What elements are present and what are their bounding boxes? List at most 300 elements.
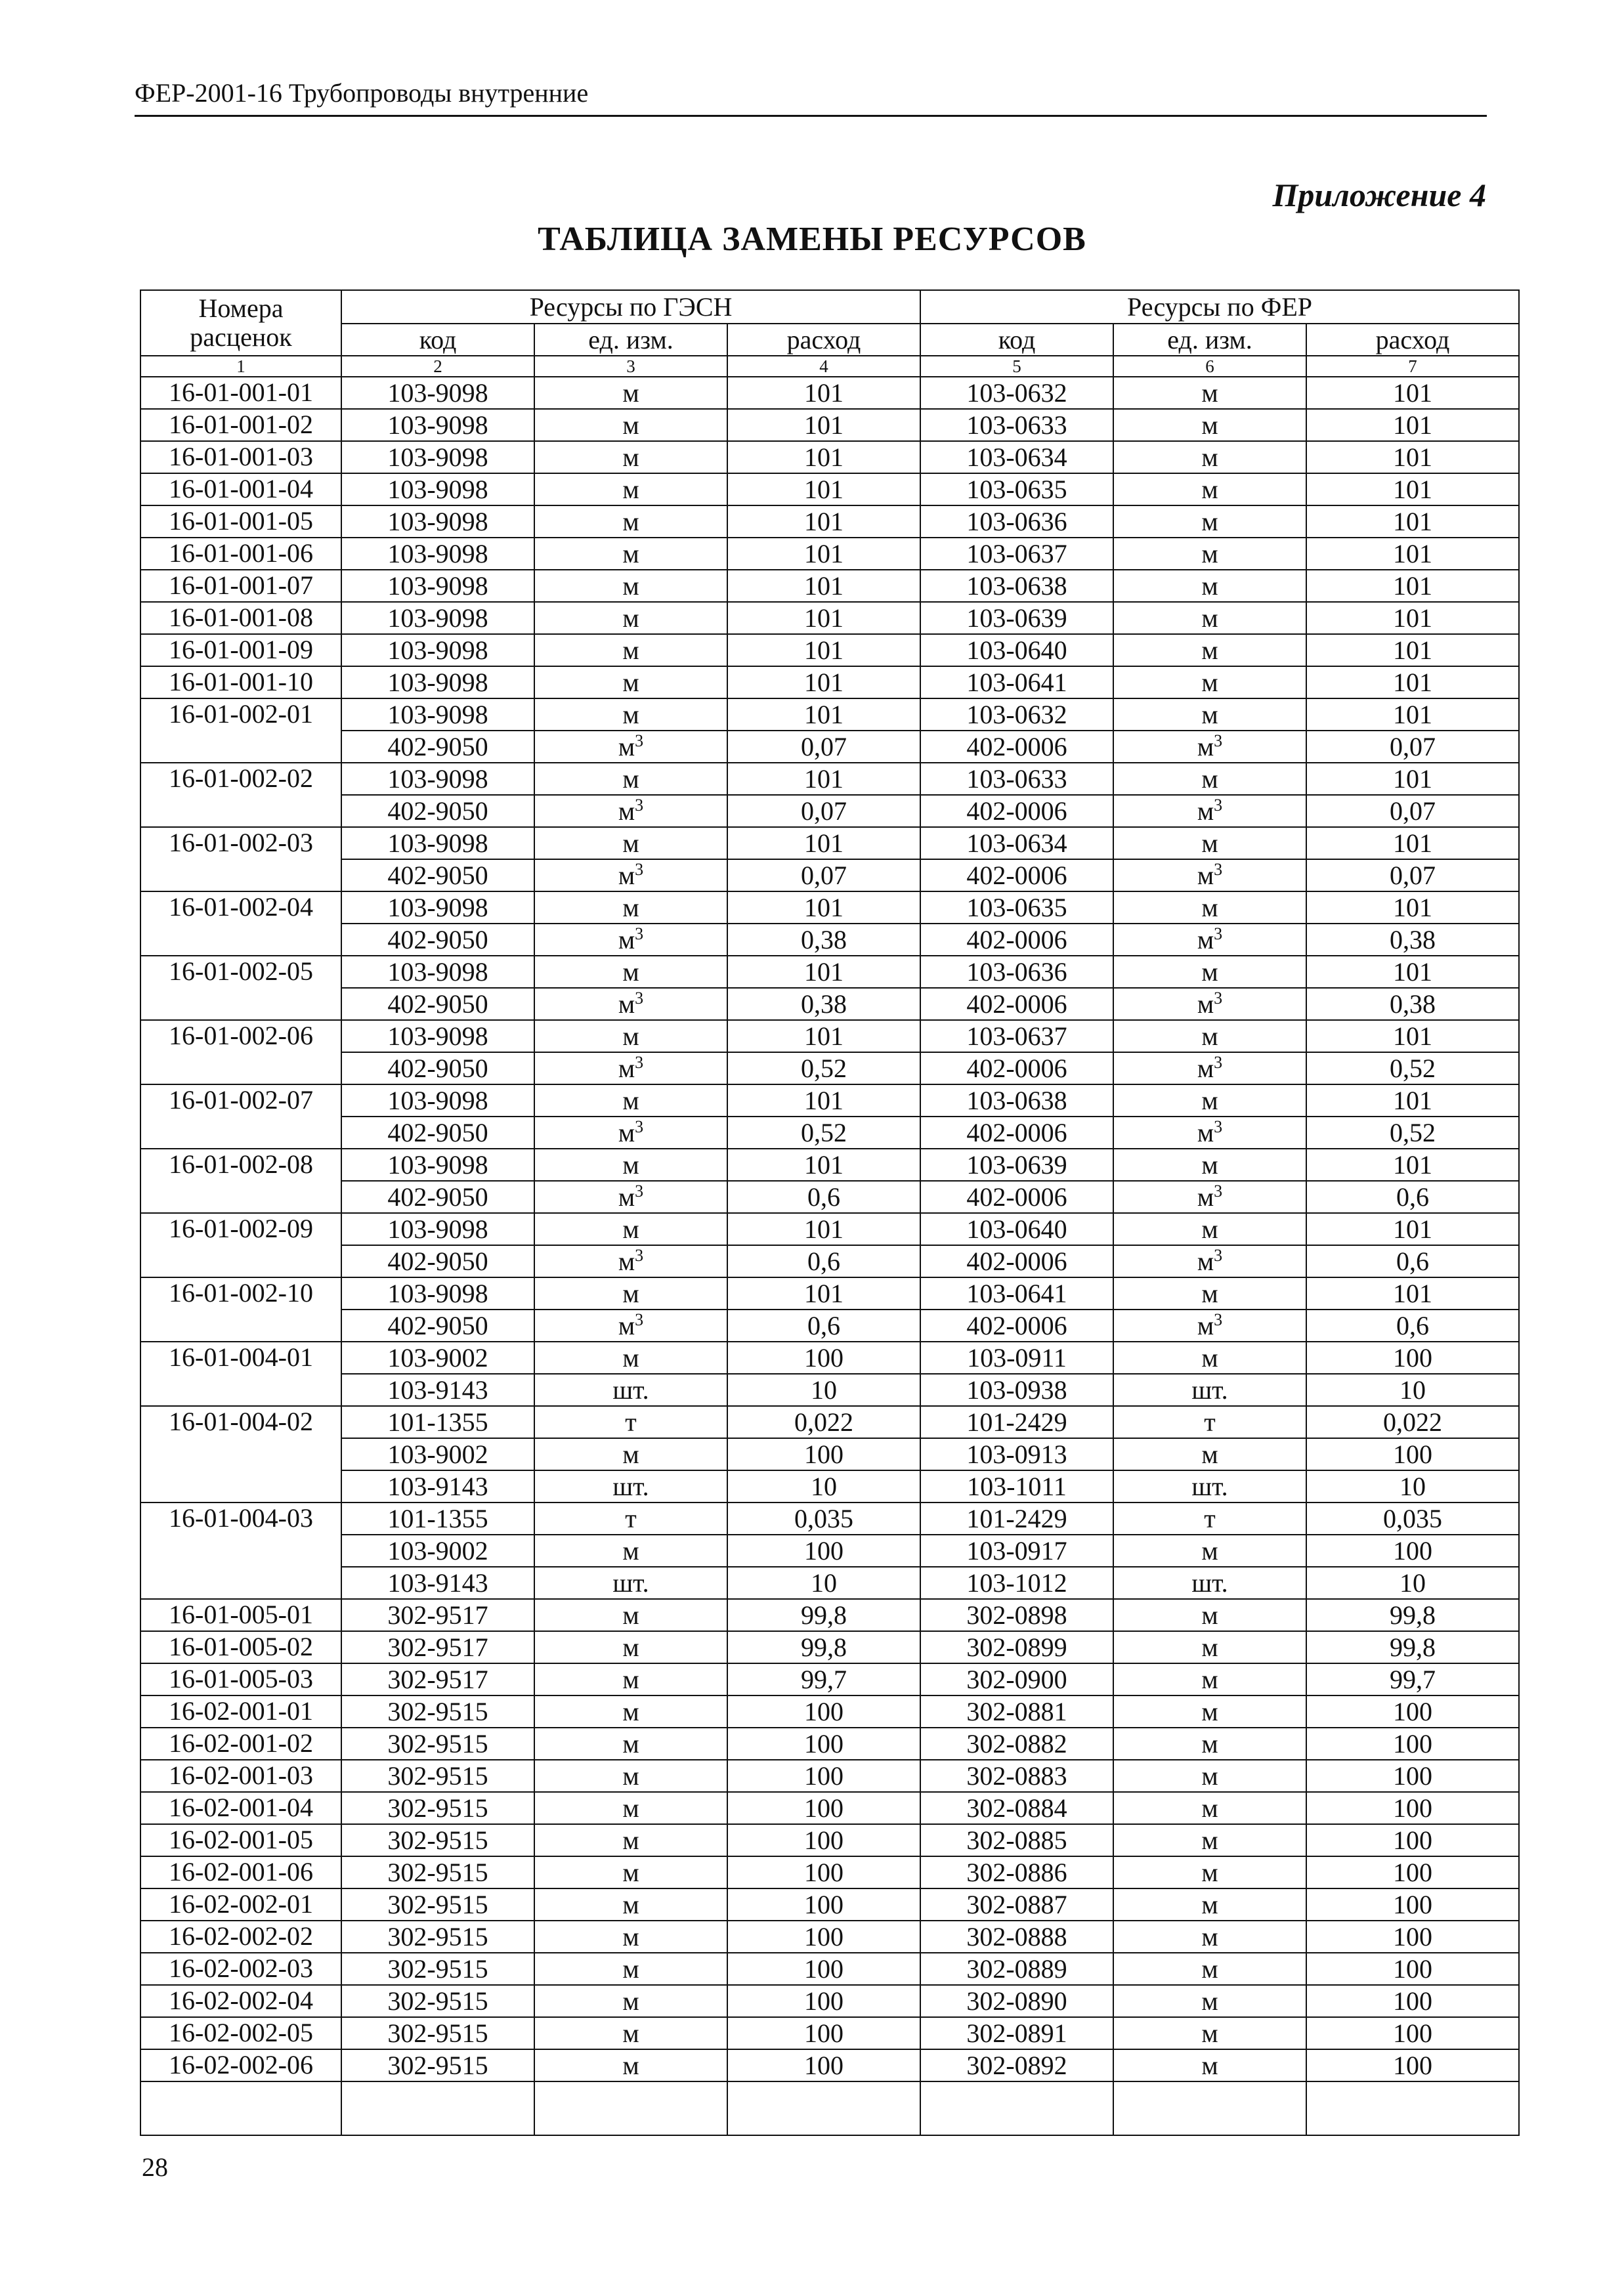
table-row <box>140 1149 1519 1181</box>
table-row <box>140 377 1519 409</box>
gesn-unit-cell <box>534 988 727 1020</box>
gesn-unit-cell <box>534 859 727 891</box>
fer-code-cell: 302-0888 <box>920 1921 1113 1953</box>
gesn-code-cell: 302-9515 <box>341 1760 534 1792</box>
fer-code-cell: 103-0639 <box>920 1149 1113 1181</box>
gesn-code-cell: 103-9098 <box>341 570 534 602</box>
fer-amount-cell: 100 <box>1306 1824 1519 1856</box>
gesn-code-cell: 103-9098 <box>341 634 534 666</box>
gesn-code-cell: 103-9098 <box>341 409 534 441</box>
gesn-code-cell: 402-9050 <box>341 1245 534 1277</box>
fer-amount-cell: 100 <box>1306 1792 1519 1824</box>
fer-code-cell: 402-0006 <box>920 731 1113 763</box>
gesn-code-cell: 302-9515 <box>341 1953 534 1985</box>
fer-unit-cell: м <box>1113 1953 1306 1985</box>
fer-amount-cell: 100 <box>1306 1342 1519 1374</box>
fer-code-cell: 302-0900 <box>920 1663 1113 1695</box>
rate-number-cell: 16-01-001-08 <box>140 602 341 634</box>
gesn-amount-cell: 100 <box>727 1342 920 1374</box>
fer-amount-cell: 101 <box>1306 1084 1519 1117</box>
rate-number-cell: 16-01-004-01 <box>140 1342 341 1406</box>
fer-amount-cell: 101 <box>1306 473 1519 505</box>
gesn-unit-cell: м <box>534 505 727 538</box>
gesn-amount-cell: 0,38 <box>727 988 920 1020</box>
fer-unit-cell: м <box>1113 473 1306 505</box>
fer-code-cell: 302-0890 <box>920 1985 1113 2017</box>
table-row <box>140 1438 1519 1470</box>
gesn-code-cell: 302-9515 <box>341 1985 534 2017</box>
fer-amount-cell: 100 <box>1306 1535 1519 1567</box>
table-row <box>140 441 1519 473</box>
gesn-amount-cell: 99,7 <box>727 1663 920 1695</box>
table-row <box>140 827 1519 859</box>
gesn-unit-cell: м <box>534 956 727 988</box>
gesn-unit-cell: м <box>534 1535 727 1567</box>
rate-number-cell: 16-02-002-01 <box>140 1888 341 1921</box>
gesn-code-cell: 302-9515 <box>341 2049 534 2081</box>
fer-code-cell: 103-0633 <box>920 763 1113 795</box>
gesn-code-cell: 402-9050 <box>341 795 534 827</box>
unit-exponent: 3 <box>635 924 644 943</box>
fer-unit-cell: м <box>1113 666 1306 698</box>
table-row <box>140 666 1519 698</box>
unit-base: м <box>618 1311 635 1340</box>
rate-number-cell: 16-01-005-03 <box>140 1663 341 1695</box>
fer-code-cell: 103-0917 <box>920 1535 1113 1567</box>
fer-code-cell: 402-0006 <box>920 1117 1113 1149</box>
fer-unit-cell: м <box>1113 1277 1306 1310</box>
gesn-unit-cell: м <box>534 1888 727 1921</box>
rate-number-cell: 16-01-001-01 <box>140 377 341 409</box>
gesn-code-cell: 103-9143 <box>341 1374 534 1406</box>
fer-amount-cell: 101 <box>1306 441 1519 473</box>
gesn-unit-cell <box>534 1052 727 1084</box>
fer-unit-cell: м <box>1113 1792 1306 1824</box>
gesn-code-cell: 103-9098 <box>341 1020 534 1052</box>
rate-number-cell: 16-02-001-03 <box>140 1760 341 1792</box>
gesn-code-cell: 103-9098 <box>341 1149 534 1181</box>
rate-number-cell: 16-01-002-05 <box>140 956 341 1020</box>
unit-exponent: 3 <box>635 989 644 1008</box>
rate-number-cell: 16-01-001-02 <box>140 409 341 441</box>
unit-base: м <box>618 796 635 826</box>
fer-code-cell: 101-2429 <box>920 1406 1113 1438</box>
gesn-amount-cell: 0,022 <box>727 1406 920 1438</box>
table-row <box>140 731 1519 763</box>
table-row <box>140 1728 1519 1760</box>
gesn-unit-cell: м <box>534 1921 727 1953</box>
gesn-unit-cell <box>534 731 727 763</box>
fer-unit-cell: м <box>1113 2049 1306 2081</box>
fer-unit-cell: м <box>1113 505 1306 538</box>
gesn-amount-cell: 0,6 <box>727 1310 920 1342</box>
fer-unit-cell: м <box>1113 763 1306 795</box>
rate-number-cell: 16-01-002-01 <box>140 698 341 763</box>
table-row <box>140 988 1519 1020</box>
gesn-unit-cell: м <box>534 1728 727 1760</box>
table-row <box>140 1599 1519 1631</box>
fer-code-cell: 302-0899 <box>920 1631 1113 1663</box>
unit-base: м <box>1197 1054 1214 1083</box>
fer-code-cell: 103-0638 <box>920 1084 1113 1117</box>
gesn-unit-cell: т <box>534 1406 727 1438</box>
unit-base: м <box>1197 989 1214 1019</box>
unit-exponent: 3 <box>635 1246 644 1265</box>
fer-code-cell: 103-0635 <box>920 473 1113 505</box>
gesn-amount-cell: 100 <box>727 1856 920 1888</box>
table-row <box>140 1953 1519 1985</box>
fer-unit-header: ед. изм. <box>1113 324 1306 356</box>
page-number: 28 <box>142 2152 168 2182</box>
fer-amount-cell: 100 <box>1306 1438 1519 1470</box>
gesn-unit-cell <box>534 1117 727 1149</box>
fer-amount-cell: 101 <box>1306 956 1519 988</box>
fer-code-cell: 402-0006 <box>920 988 1113 1020</box>
table-row <box>140 1921 1519 1953</box>
fer-amount-cell: 100 <box>1306 1953 1519 1985</box>
gesn-amount-cell: 100 <box>727 1438 920 1470</box>
fer-unit-cell <box>1113 795 1306 827</box>
gesn-code-cell: 101-1355 <box>341 1503 534 1535</box>
gesn-amount-cell: 0,035 <box>727 1503 920 1535</box>
fer-unit-cell: м <box>1113 1824 1306 1856</box>
gesn-unit-cell <box>534 1310 727 1342</box>
gesn-code-cell: 103-9098 <box>341 1277 534 1310</box>
gesn-amount-cell: 100 <box>727 1695 920 1728</box>
unit-base: м <box>618 861 635 890</box>
rate-number-cell: 16-02-001-05 <box>140 1824 341 1856</box>
empty-cell <box>1306 2081 1519 2135</box>
table-row <box>140 1856 1519 1888</box>
fer-code-cell: 103-0638 <box>920 570 1113 602</box>
rate-number-cell: 16-01-002-04 <box>140 891 341 956</box>
fer-unit-cell <box>1113 731 1306 763</box>
fer-amount-cell: 0,6 <box>1306 1310 1519 1342</box>
fer-unit-cell: шт. <box>1113 1374 1306 1406</box>
gesn-amount-cell: 100 <box>727 1792 920 1824</box>
table-row <box>140 891 1519 924</box>
empty-cell <box>920 2081 1113 2135</box>
resource-replacement-table <box>140 289 1520 2136</box>
column-number: 3 <box>534 356 727 377</box>
gesn-code-header: код <box>341 324 534 356</box>
fer-amount-cell: 99,8 <box>1306 1631 1519 1663</box>
gesn-code-cell: 103-9098 <box>341 891 534 924</box>
rate-number-cell: 16-01-002-09 <box>140 1213 341 1277</box>
table-row <box>140 538 1519 570</box>
table-row <box>140 1406 1519 1438</box>
gesn-unit-cell <box>534 924 727 956</box>
fer-unit-cell: шт. <box>1113 1567 1306 1599</box>
fer-code-cell: 103-0641 <box>920 1277 1113 1310</box>
gesn-unit-cell: м <box>534 538 727 570</box>
fer-unit-cell: м <box>1113 1599 1306 1631</box>
fer-code-cell: 101-2429 <box>920 1503 1113 1535</box>
gesn-amount-cell: 100 <box>727 1985 920 2017</box>
gesn-unit-cell: шт. <box>534 1567 727 1599</box>
table-row <box>140 505 1519 538</box>
gesn-unit-cell: м <box>534 1438 727 1470</box>
table-row <box>140 1535 1519 1567</box>
fer-amount-cell: 100 <box>1306 2017 1519 2049</box>
empty-cell <box>1113 2081 1306 2135</box>
table-row <box>140 795 1519 827</box>
gesn-code-cell: 302-9515 <box>341 1792 534 1824</box>
fer-unit-cell <box>1113 859 1306 891</box>
table-row <box>140 1888 1519 1921</box>
gesn-unit-cell: м <box>534 1695 727 1728</box>
fer-code-cell: 402-0006 <box>920 924 1113 956</box>
unit-exponent: 3 <box>1214 860 1223 879</box>
gesn-code-cell: 302-9515 <box>341 1824 534 1856</box>
gesn-unit-cell: м <box>534 1277 727 1310</box>
gesn-amount-cell: 101 <box>727 1149 920 1181</box>
gesn-code-cell: 302-9517 <box>341 1631 534 1663</box>
fer-amount-cell: 100 <box>1306 1856 1519 1888</box>
gesn-unit-cell: шт. <box>534 1374 727 1406</box>
rate-number-cell: 16-02-001-04 <box>140 1792 341 1824</box>
fer-amount-cell: 0,07 <box>1306 859 1519 891</box>
fer-unit-cell: т <box>1113 1406 1306 1438</box>
gesn-code-cell: 103-9098 <box>341 1084 534 1117</box>
table-row <box>140 1181 1519 1213</box>
fer-code-cell: 103-0636 <box>920 505 1113 538</box>
gesn-unit-cell: м <box>534 891 727 924</box>
fer-amount-cell: 101 <box>1306 409 1519 441</box>
gesn-amount-cell: 99,8 <box>727 1599 920 1631</box>
fer-unit-cell: м <box>1113 1728 1306 1760</box>
fer-code-cell: 302-0882 <box>920 1728 1113 1760</box>
resource-replacement-table-container <box>140 289 1518 2136</box>
table-row <box>140 1277 1519 1310</box>
unit-exponent: 3 <box>1214 731 1223 750</box>
fer-amount-cell: 0,07 <box>1306 795 1519 827</box>
gesn-code-cell: 103-9098 <box>341 538 534 570</box>
fer-code-cell: 402-0006 <box>920 1245 1113 1277</box>
gesn-unit-cell: м <box>534 2049 727 2081</box>
gesn-amount-cell: 101 <box>727 377 920 409</box>
column-number: 7 <box>1306 356 1519 377</box>
fer-unit-cell <box>1113 924 1306 956</box>
unit-exponent: 3 <box>635 731 644 750</box>
gesn-unit-cell: м <box>534 409 727 441</box>
gesn-code-cell: 103-9143 <box>341 1567 534 1599</box>
fer-unit-cell: м <box>1113 827 1306 859</box>
fer-amount-cell: 0,38 <box>1306 988 1519 1020</box>
unit-base: м <box>1197 861 1214 890</box>
gesn-amount-cell: 10 <box>727 1470 920 1503</box>
fer-amount-cell: 0,52 <box>1306 1052 1519 1084</box>
unit-base: м <box>618 925 635 954</box>
fer-unit-cell: м <box>1113 441 1306 473</box>
table-row <box>140 1760 1519 1792</box>
fer-code-cell: 402-0006 <box>920 1052 1113 1084</box>
unit-base: м <box>1197 925 1214 954</box>
gesn-code-cell: 103-9098 <box>341 956 534 988</box>
unit-base: м <box>1197 1118 1214 1147</box>
fer-unit-cell: м <box>1113 1020 1306 1052</box>
fer-unit-cell: м <box>1113 1535 1306 1567</box>
gesn-amount-cell: 100 <box>727 1888 920 1921</box>
unit-base: м <box>618 1054 635 1083</box>
rate-number-cell: 16-02-002-03 <box>140 1953 341 1985</box>
running-header: ФЕР-2001-16 Трубопроводы внутренние <box>135 78 589 108</box>
unit-base: м <box>618 1182 635 1212</box>
table-row <box>140 1020 1519 1052</box>
unit-exponent: 3 <box>635 1053 644 1072</box>
gesn-amount-header: расход <box>727 324 920 356</box>
rate-number-cell: 16-02-001-01 <box>140 1695 341 1728</box>
fer-amount-cell: 0,022 <box>1306 1406 1519 1438</box>
fer-unit-cell: м <box>1113 1213 1306 1245</box>
unit-exponent: 3 <box>635 1117 644 1136</box>
gesn-amount-cell: 10 <box>727 1374 920 1406</box>
gesn-code-cell: 402-9050 <box>341 1310 534 1342</box>
fer-code-cell: 103-0911 <box>920 1342 1113 1374</box>
table-row <box>140 473 1519 505</box>
table-row <box>140 409 1519 441</box>
gesn-amount-cell: 101 <box>727 1213 920 1245</box>
fer-code-cell: 302-0889 <box>920 1953 1113 1985</box>
table-row <box>140 924 1519 956</box>
rate-number-cell: 16-01-002-10 <box>140 1277 341 1342</box>
gesn-amount-cell: 101 <box>727 634 920 666</box>
fer-amount-header: расход <box>1306 324 1519 356</box>
gesn-unit-cell <box>534 1181 727 1213</box>
table-title: ТАБЛИЦА ЗАМЕНЫ РЕСУРСОВ <box>538 221 1086 258</box>
unit-base: м <box>1197 796 1214 826</box>
gesn-unit-cell: м <box>534 570 727 602</box>
rate-number-cell: 16-01-002-08 <box>140 1149 341 1213</box>
gesn-code-cell: 103-9098 <box>341 698 534 731</box>
table-row <box>140 1792 1519 1824</box>
fer-code-cell: 402-0006 <box>920 1310 1113 1342</box>
fer-unit-cell: м <box>1113 1985 1306 2017</box>
rate-number-cell: 16-02-002-06 <box>140 2049 341 2081</box>
table-row <box>140 1503 1519 1535</box>
fer-amount-cell: 100 <box>1306 1888 1519 1921</box>
gesn-amount-cell: 99,8 <box>727 1631 920 1663</box>
fer-unit-cell: т <box>1113 1503 1306 1535</box>
table-row <box>140 634 1519 666</box>
rate-number-cell: 16-01-004-02 <box>140 1406 341 1503</box>
gesn-amount-cell: 100 <box>727 1760 920 1792</box>
fer-code-cell: 103-0633 <box>920 409 1113 441</box>
rate-number-cell: 16-02-001-02 <box>140 1728 341 1760</box>
unit-exponent: 3 <box>1214 1117 1223 1136</box>
fer-code-cell: 103-0640 <box>920 634 1113 666</box>
empty-cell <box>140 2081 341 2135</box>
gesn-unit-cell: м <box>534 602 727 634</box>
gesn-unit-cell <box>534 1245 727 1277</box>
fer-code-cell: 302-0886 <box>920 1856 1113 1888</box>
rate-number-cell: 16-01-005-02 <box>140 1631 341 1663</box>
gesn-amount-cell: 101 <box>727 1020 920 1052</box>
gesn-unit-cell: м <box>534 1985 727 2017</box>
table-row <box>140 1245 1519 1277</box>
fer-amount-cell: 10 <box>1306 1470 1519 1503</box>
table-row <box>140 1985 1519 2017</box>
fer-amount-cell: 10 <box>1306 1374 1519 1406</box>
fer-unit-cell: м <box>1113 1663 1306 1695</box>
gesn-amount-cell: 101 <box>727 891 920 924</box>
column-number: 6 <box>1113 356 1306 377</box>
fer-amount-cell: 0,07 <box>1306 731 1519 763</box>
gesn-amount-cell: 101 <box>727 1084 920 1117</box>
fer-code-cell: 402-0006 <box>920 859 1113 891</box>
gesn-unit-cell: м <box>534 1213 727 1245</box>
fer-unit-cell: м <box>1113 2017 1306 2049</box>
unit-exponent: 3 <box>635 860 644 879</box>
gesn-unit-cell <box>534 795 727 827</box>
gesn-code-cell: 302-9515 <box>341 1695 534 1728</box>
table-row <box>140 1342 1519 1374</box>
table-row <box>140 1052 1519 1084</box>
table-row <box>140 1824 1519 1856</box>
gesn-code-cell: 302-9515 <box>341 1888 534 1921</box>
fer-unit-cell <box>1113 988 1306 1020</box>
gesn-unit-cell: м <box>534 827 727 859</box>
gesn-amount-cell: 101 <box>727 441 920 473</box>
rate-number-cell: 16-01-002-02 <box>140 763 341 827</box>
rate-number-cell: 16-01-001-04 <box>140 473 341 505</box>
gesn-amount-cell: 0,6 <box>727 1181 920 1213</box>
unit-base: м <box>618 1118 635 1147</box>
appendix-label: Приложение 4 <box>1272 177 1486 213</box>
gesn-unit-cell: м <box>534 634 727 666</box>
fer-code-cell: 103-0634 <box>920 827 1113 859</box>
gesn-amount-cell: 101 <box>727 956 920 988</box>
table-row <box>140 859 1519 891</box>
unit-base: м <box>618 732 635 761</box>
table-header <box>140 290 1519 377</box>
table-body <box>140 377 1519 2135</box>
table-row <box>140 1084 1519 1117</box>
rate-number-cell: 16-01-001-10 <box>140 666 341 698</box>
table-row <box>140 1374 1519 1406</box>
gesn-unit-cell: м <box>534 1663 727 1695</box>
fer-unit-cell: м <box>1113 377 1306 409</box>
rate-number-cell: 16-01-002-06 <box>140 1020 341 1084</box>
gesn-amount-cell: 101 <box>727 602 920 634</box>
gesn-amount-cell: 0,07 <box>727 859 920 891</box>
gesn-amount-cell: 101 <box>727 1277 920 1310</box>
fer-amount-cell: 101 <box>1306 1149 1519 1181</box>
fer-amount-cell: 99,7 <box>1306 1663 1519 1695</box>
unit-base: м <box>1197 1247 1214 1276</box>
rate-number-cell: 16-01-001-06 <box>140 538 341 570</box>
rate-number-cell: 16-01-002-03 <box>140 827 341 891</box>
gesn-amount-cell: 101 <box>727 827 920 859</box>
column-number: 2 <box>341 356 534 377</box>
fer-unit-cell: м <box>1113 602 1306 634</box>
table-filler-row <box>140 2081 1519 2135</box>
gesn-unit-cell: м <box>534 1760 727 1792</box>
gesn-amount-cell: 101 <box>727 505 920 538</box>
unit-exponent: 3 <box>1214 924 1223 943</box>
table-row <box>140 956 1519 988</box>
table-row <box>140 1663 1519 1695</box>
fer-unit-cell: м <box>1113 1760 1306 1792</box>
fer-unit-cell: м <box>1113 1856 1306 1888</box>
gesn-amount-cell: 100 <box>727 1728 920 1760</box>
gesn-amount-cell: 101 <box>727 666 920 698</box>
fer-amount-cell: 0,035 <box>1306 1503 1519 1535</box>
fer-code-cell: 302-0884 <box>920 1792 1113 1824</box>
empty-cell <box>727 2081 920 2135</box>
table-row <box>140 1117 1519 1149</box>
fer-amount-cell: 101 <box>1306 570 1519 602</box>
